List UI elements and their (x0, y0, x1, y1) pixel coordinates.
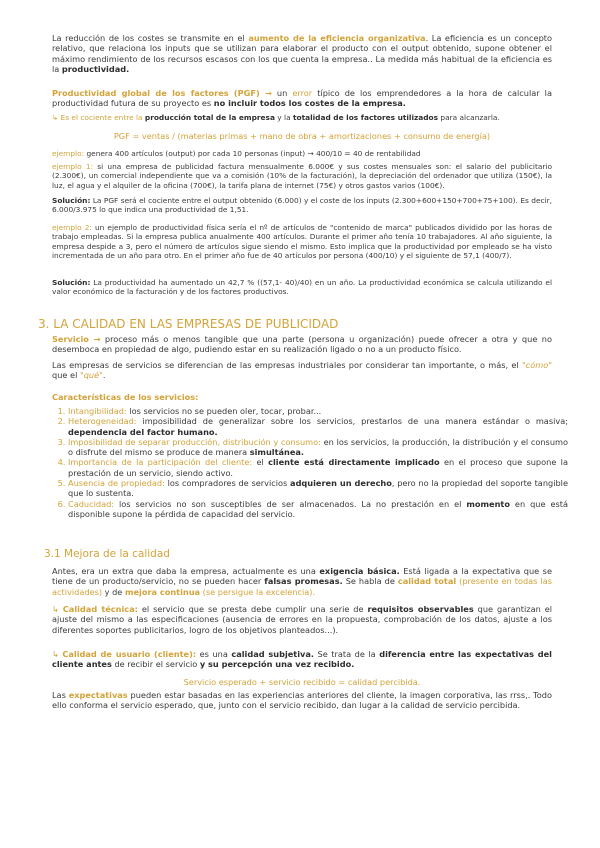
text: los compradores de servicios (164, 478, 291, 489)
item-term: Caducidad: (68, 498, 115, 509)
technical-quality-paragraph (52, 604, 552, 635)
perceived-quality-formula: Servicio esperado + servicio recibido = calidad percibida. (183, 677, 421, 687)
bold-term: simultánea. (249, 447, 305, 458)
bold-term: totalidad de los factores utilizados (292, 113, 439, 122)
item-term: Intangibilidad: (68, 406, 127, 416)
text: La PGF será el cociente entre el output obtenido (6.000) y el coste de los inputs (2.300+600+150+700+75+100). Es decir, 6.000/3.975 lo que indica una productividad de 1,51. (52, 196, 552, 215)
term: Servicio → (52, 334, 101, 344)
text: los servicios no son susceptibles de ser almacenados. La no prestación en el (114, 498, 467, 509)
solution-1 (52, 196, 552, 215)
highlight: "cómo" (521, 360, 552, 370)
item-term: Imposibilidad de separar producción, distribución y consumo: (68, 436, 321, 447)
text: los servicios no se pueden oler, tocar, probar... (126, 406, 322, 416)
text: . La eficiencia es un concepto relativo, que relaciona los inputs que se utilizan para elaborar el producto con el output obtenido, supone obtener el máximo rendimiento de los recursos escasos con los que cuenta la empresa.. La medida más habitual de la eficiencia es la (52, 33, 552, 74)
bold-term: productividad. (61, 63, 130, 74)
text: Está ligada a la expectativa que se tiene de un producto/servicio, no se pueden hacer (52, 566, 552, 587)
bold-term: adquieren un derecho (290, 478, 392, 489)
text: , pero no la propiedad del soporte tangible que lo sustenta. (68, 478, 568, 499)
term: expectativas (68, 690, 128, 700)
bold-term: y su percepción una vez recibido. (199, 659, 355, 670)
subsection-heading: 3.1 Mejora de la calidad (44, 548, 170, 560)
text: un ejemplo de productividad física sería el nº de artículos de "contenido de marca" publicados dividido por las horas de trabajo empleadas. Si la empresa publica anualmente 400 artículos. Durante el primer año tenía 10 trabajadores. Al año siguiente, la empresa despide a 3, pero el número de artículos sigue siendo el mismo. Esto implica que la productividad por empleado se ha visto incrementada de un año para otro. En el primer año fue de 40 artículos por persona (400/10) y el siguiente de 57,1 (400/7). (52, 223, 553, 261)
characteristics-title: Características de los servicios: (52, 392, 199, 402)
text: en el proceso que supone la prestación de un servicio, siendo activo. (68, 457, 568, 478)
highlight: error (292, 88, 313, 98)
service-companies-paragraph (52, 360, 552, 381)
text: pueden estar basadas en las experiencias anteriores del cliente, la imagen corporativa, las rrss,. Todo ello conforma el servicio esperado, que, junto con el servicio recibido, dan lugar a la calidad de servicio percibida. (52, 690, 552, 711)
characteristics-list (52, 406, 568, 519)
text: proceso más o menos tangible que una parte (persona u organización) puede ofrecer a otra y que no desemboca en propiedad de algo, pudiendo estar en su realización ligado o no a un producto físico. (52, 334, 552, 355)
item-term: Ausencia de propiedad: (68, 478, 165, 489)
text: La productividad ha aumentado un 42,7 % ((57,1- 40)/40) en un año. La productividad económica se calcula utilizando el valor económico de la facturación y de los factores productivos. (52, 278, 552, 297)
bold-term: cliente está directamente implicado (268, 457, 440, 468)
example-2 (52, 223, 552, 261)
text: para alcanzarla. (438, 113, 500, 122)
text: imposibilidad de generalizar sobre los servicios, prestarlos de una manera estándar o masiva; (136, 416, 568, 427)
text: un (271, 88, 293, 98)
text: ↳ Es el cociente entre la (52, 113, 145, 122)
item-term: Heterogeneidad: (68, 416, 137, 427)
bold-term: producción total de la empresa (144, 113, 275, 122)
pgf-definition (52, 113, 552, 122)
highlight: "qué" (79, 370, 103, 381)
efficiency-paragraph (52, 33, 552, 74)
text: Las (52, 690, 69, 700)
bold-term: no incluir todos los costes de la empresa. (213, 98, 406, 109)
text: en que está disponible supone la pérdida de capacidad del servicio. (68, 498, 568, 519)
user-quality-paragraph (52, 649, 552, 670)
list-item (68, 457, 568, 478)
arrow: ↳ (52, 604, 63, 614)
highlight: aumento de la eficiencia organizativa (248, 33, 426, 43)
text: y la (274, 113, 293, 122)
text: en los servicios, la producción, la distribución y el consumo o disfrute del mismo se produce de manera (68, 436, 568, 458)
text: Las empresas de servicios se diferencian de las empresas industriales por considerar tan importante, o más, el (52, 360, 522, 370)
text: que garantizan el ajuste del mismo a las especificaciones (ausencia de errores en la propuesta, comprobación de los datos, ajuste a los diferentes soportes publicitarios, logro de los objetivos planteados...). (52, 604, 553, 635)
bold-term: requisitos observables (367, 604, 474, 614)
text: de recibir el servicio (111, 659, 200, 670)
text: Se trata de la (314, 649, 380, 659)
example-1 (52, 162, 552, 190)
pgf-formula: PGF = ventas / (materias primas + mano de obra + amortizaciones + consumo de energía) (113, 131, 491, 141)
example-label: ejemplo: (52, 149, 85, 158)
example-label: ejemplo 1: (52, 162, 94, 171)
service-definition (52, 334, 552, 355)
bold-term: falsas promesas. (264, 576, 343, 587)
highlight: calidad total (397, 576, 457, 587)
text: Antes, era un extra que daba la empresa, actualmente es una (52, 566, 320, 576)
list-item (68, 478, 568, 499)
bold-term: calidad subjetiva. (231, 649, 314, 659)
text: . (102, 370, 106, 381)
example-label: ejemplo 2: (52, 223, 92, 232)
term: Calidad de usuario (cliente): (62, 649, 197, 659)
example-0 (52, 149, 552, 158)
text: La reducción de los costes se transmite en el (52, 33, 249, 43)
term: Calidad técnica: (62, 604, 138, 614)
list-item (68, 416, 568, 437)
text: es una (196, 649, 232, 659)
list-item (68, 406, 568, 416)
list-item (68, 499, 568, 520)
quality-improvement-paragraph (52, 566, 552, 597)
bold-term: exigencia básica. (319, 566, 400, 576)
text: genera 400 artículos (output) por cada 10 personas (input) → 400/10 = 40 de rentabilidad (84, 149, 421, 158)
text: el (252, 457, 269, 468)
bold-term: diferencia entre las expectativas del cliente antes (52, 649, 552, 670)
text: si una empresa de publicidad factura mensualmente 6.000€ y sus costes mensuales son: el salario del publicitario (2.300€), un comercial independiente que va a comisión (10% de la facturación), la depreciación del ordenador que utiliza (150€), la luz, el agua y el alquiler de la oficina (700€), la tarifa plana de internet (75€) y otros gastos varios (100€). (52, 162, 552, 190)
arrow: ↳ (52, 649, 63, 659)
solution-2 (52, 278, 552, 297)
text: típico de los emprendedores a la hora de calcular la productividad futura de su proyecto es (52, 88, 552, 109)
text: Se habla de (342, 576, 398, 587)
text: que el (52, 370, 80, 381)
highlight: (se persigue la excelencia). (200, 586, 316, 597)
text: el servicio que se presta debe cumplir una serie de (137, 604, 368, 614)
term: Productividad global de los factores (PGF) → (52, 88, 272, 98)
bold-term: momento (466, 498, 510, 509)
item-term: Importancia de la participación del cliente: (68, 457, 253, 468)
pgf-paragraph (52, 88, 552, 109)
solution-label: Solución: (52, 196, 91, 205)
text: y de (102, 586, 125, 597)
section-heading: 3. LA CALIDAD EN LAS EMPRESAS DE PUBLICIDAD (38, 317, 339, 331)
list-item (68, 437, 568, 458)
solution-label: Solución: (52, 278, 91, 287)
bold-term: dependencia del factor humano. (68, 426, 218, 437)
highlight: (presente en todas las actividades) (52, 576, 553, 597)
expectations-paragraph (52, 690, 552, 711)
highlight: mejora continua (124, 586, 201, 597)
